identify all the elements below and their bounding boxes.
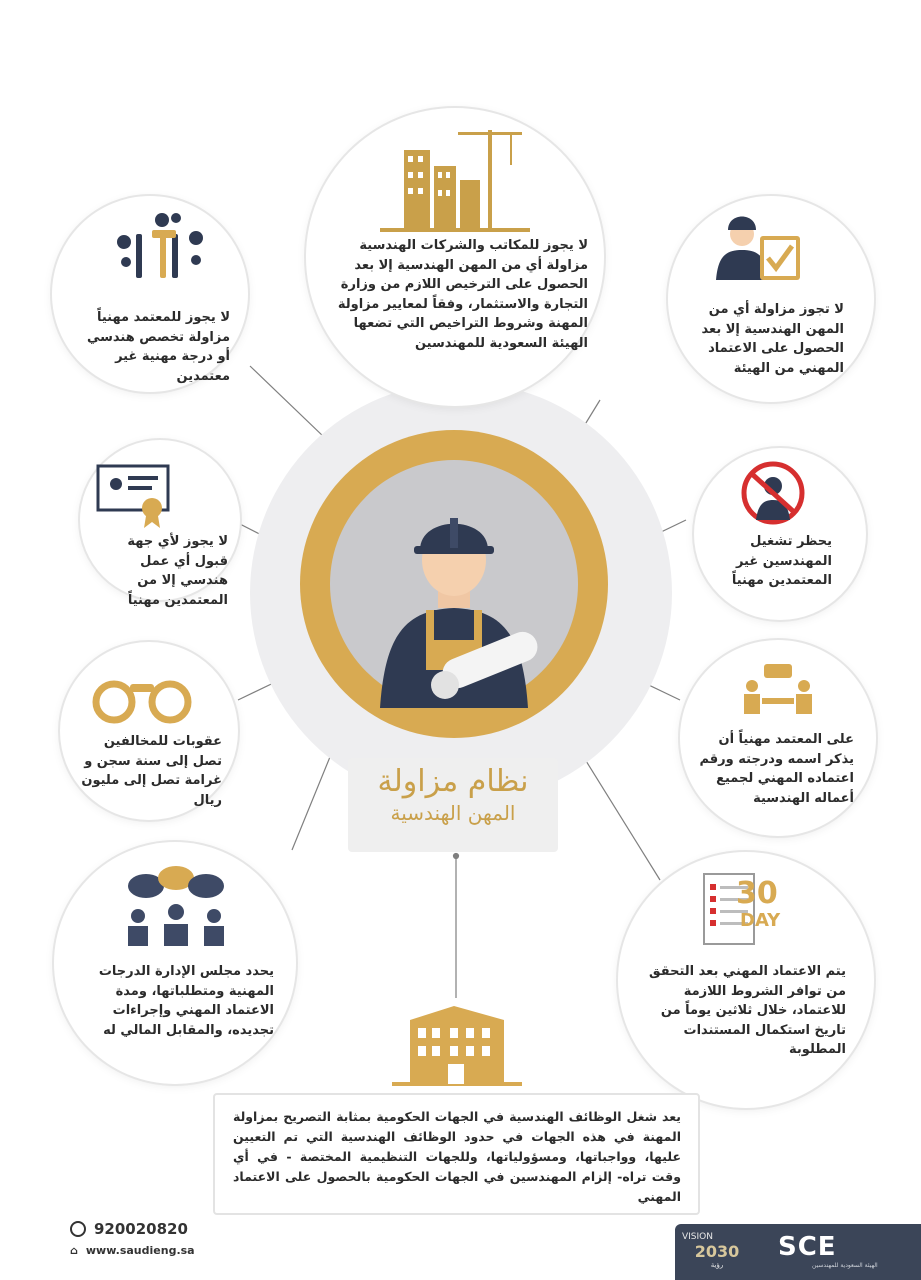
text-left3: عقوبات للمخالفين تصل إلى سنة سجن و غرامة تصل إلى مليون ريال bbox=[81, 734, 222, 808]
vision-ar: رؤية bbox=[710, 1261, 724, 1269]
sce-subtitle: الهيئة السعودية للمهندسين bbox=[812, 1262, 878, 1269]
title-box bbox=[348, 758, 558, 852]
prohibited-worker-icon bbox=[740, 460, 806, 526]
handcuffs-icon bbox=[92, 676, 192, 724]
calendar-number: 30 bbox=[736, 876, 778, 911]
phone-number[interactable]: 920020820 bbox=[94, 1220, 188, 1238]
text-right3: على المعتمد مهنياً أن يذكر اسمه ودرجته ورقم اعتماده المهني لجميع أعماله الهندسية bbox=[699, 732, 854, 806]
phone-icon bbox=[70, 1221, 86, 1237]
vision-2030-logo bbox=[682, 1232, 752, 1269]
building-crane-icon bbox=[380, 120, 530, 232]
footer-contact bbox=[70, 1220, 195, 1257]
phone-row bbox=[70, 1220, 195, 1238]
text-top-right: لا تجوز مزاولة أي من المهن الهندسية إلا بعد الحصول على الاعتماد المهني من الهيئة bbox=[701, 302, 844, 376]
text-mid-right: يحظر تشغيل المهندسين غير المعتمدين مهنياً bbox=[731, 534, 832, 588]
engineer-illustration bbox=[330, 460, 578, 708]
bottom-text-box bbox=[213, 1093, 700, 1215]
calendar-unit: DAY bbox=[740, 910, 781, 931]
website-link[interactable]: www.saudieng.sa bbox=[85, 1244, 195, 1257]
vision-label: VISION bbox=[682, 1232, 713, 1242]
discussion-group-icon bbox=[118, 864, 234, 948]
title-line2: المهن الهندسية bbox=[390, 801, 516, 825]
certificate-icon bbox=[96, 464, 176, 528]
home-icon: ⌂ bbox=[70, 1244, 78, 1257]
office-building-icon bbox=[392, 1000, 522, 1086]
text-bottom-box: يعد شغل الوظائف الهندسية في الجهات الحكومية بمثابة التصريح بمزاولة المهنة في هذه الجهات في حدود الوظائف الهندسية التي تم التعيين عليها، وواجباتها، ومسؤولياتها، وللجهات التنظيمية المختصة - في أي وقت تراه- إلزام المهندسين في الجهات الحكومية بالحصول على الاعتماد المهني bbox=[233, 1109, 681, 1204]
sce-logo: SCE bbox=[778, 1232, 837, 1262]
tools-gears-icon bbox=[112, 208, 208, 280]
vision-year: 2030 bbox=[694, 1242, 740, 1261]
text-bottom-right: يتم الاعتماد المهني بعد التحقق من توافر الشروط اللازمة للاعتماد، خلال ثلاثين يوماً من تاريخ استكمال المستندات المطلوبة bbox=[649, 964, 846, 1057]
text-top: لا يجوز للمكاتب والشركات الهندسية مزاولة أي من المهن الهندسية إلا بعد الحصول على الترخيص اللازم من وزارة التجارة والاستثمار، وفقاً لمعايير مزاولة المهنة وشروط التراخيص التي تضعها الهيئة السعودية للمهندسين bbox=[337, 238, 588, 351]
approval-clipboard-icon bbox=[712, 206, 812, 280]
text-mid-left: لا يجوز لأي جهة قبول أي عمل هندسي إلا من المعتمدين مهنياً bbox=[127, 534, 228, 608]
meeting-icon bbox=[740, 662, 816, 718]
title-line1: نظام مزاولة bbox=[377, 764, 529, 799]
website-row bbox=[70, 1244, 195, 1257]
text-bottom-left: يحدد مجلس الإدارة الدرجات المهنية ومتطلباتها، ومدة الاعتماد المهني وإجراءات تجديده، والمقابل المالي له bbox=[98, 964, 274, 1038]
text-top-left: لا يجوز للمعتمد مهنياً مزاولة تخصص هندسي أو درجة مهنية غير معتمدين bbox=[86, 310, 230, 384]
